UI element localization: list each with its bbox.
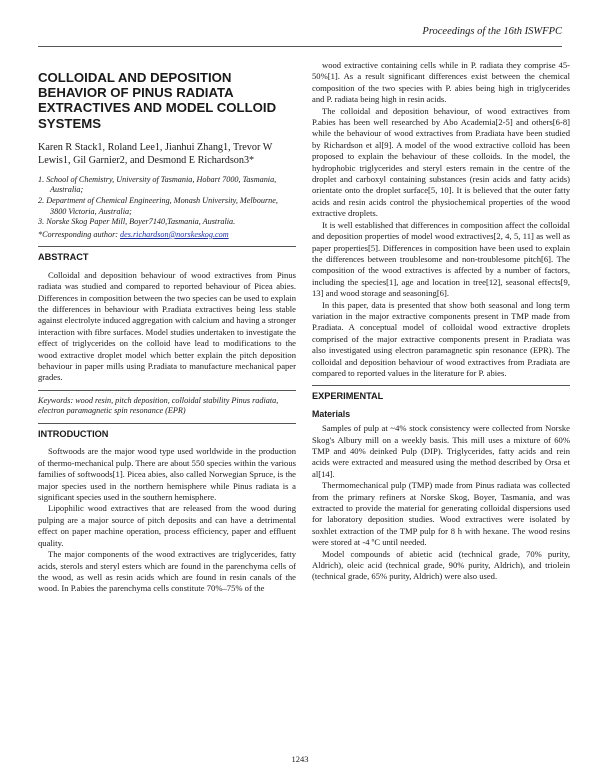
materials-heading: Materials (312, 408, 351, 419)
affiliation-item: 1. School of Chemistry, University of Tasmania, Hobart 7000, Tasmania, Australia; (38, 174, 277, 195)
materials-paragraph: Model compounds of abietic acid (technical grade, 70% purity, Aldrich), oleic acid (technical grade, 90% purity, Aldrich), and triolein (technical grade, 65% purity, Aldrich) were also used. (312, 548, 570, 582)
body-paragraph: The colloidal and deposition behaviour, of wood extractives from P.abies has been well researched by Abo Academia[2-5] and others[6-8] while the behaviour of wood extractives from P.radiata have been studied by Richardson et al[9]. A model of the wood extractive colloid has been proposed to explain the behaviour of these colloids. In the model, the hydrophobic triglycerides and steryl esters remain in the centre of the droplet and carboxyl containing substances (resin acids and fatty acids) orientate onto the droplet surface[5, 10]. It is believed that the outer fatty acids and resin acids control the physiochemical properties of the wood extractive droplets. (312, 105, 570, 219)
affiliation-item: 2. Department of Chemical Engineering, Monash University, Melbourne, 3800 Victoria, Australia; (38, 196, 278, 216)
section-rule (312, 385, 570, 386)
page-number: 1243 (291, 754, 309, 764)
header-rule (38, 46, 562, 47)
introduction-paragraph: The major components of the wood extractives are triglycerides, fatty acids, sterols and steryl esters which are found in the parenchyma cells of the wood, as well as resin acids which are found in resin canals of the wood. In P.abies the parenchyma cells constitute 70%–75% of the (38, 549, 296, 594)
body-paragraph: In this paper, data is presented that show both seasonal and long term variation in the major extractive components present in TMP made from P.radiata. A conceptual model of colloidal wood extractive droplets comprised of the major extractive components present in P.radiata was also investigated using electron paramagnetic spin resonance (EPR). The colloidal and deposition behaviour of wood extractives from P.radiata are compared to reported values in the literature for P. abies. (312, 299, 570, 378)
abstract-heading: ABSTRACT (38, 252, 89, 263)
right-column (312, 60, 570, 583)
affiliation-item: 3. Norske Skog Paper Mill, Boyer7140,Tasmania, Australia. (38, 217, 236, 227)
paper-title: COLLOIDAL AND DEPOSITION BEHAVIOR OF PINUS RADIATA EXTRACTIVES AND MODEL COLLOID SYSTEMS (38, 70, 277, 131)
corresponding-label: *Corresponding author: (38, 229, 121, 239)
running-header: Proceedings of the 16th ISWFPC (422, 26, 562, 37)
introduction-paragraph: Lipophilic wood extractives that are released from the wood during pulping are a major source of pitch deposits and can have a detrimental effect on paper machine operation, process efficiency, paper and effluent quality. (38, 503, 296, 548)
materials-paragraph: Thermomechanical pulp (TMP) made from Pinus radiata was collected from the primary refiners at Norske Skog, Boyer, Tasmania, and was extracted to provide the material for generating colloidal dispersions used for laboratory deposition studies. Wood extractives were isolated by soxhlet extraction of the TMP pulp for 8 h with hexane. The wood resins were stored at -4 ºC until needed. (312, 480, 570, 548)
introduction-paragraph: Softwoods are the major wood type used worldwide in the production of thermo-mechanical pulp. There are about 550 species within the various families of softwoods[1]. Picea abies, also called Norwegian Spruce, is the major species used in the northern hemisphere while Pinus radiata is a significant species used in the southern hemisphere. (38, 446, 296, 503)
body-paragraph: wood extractive containing cells while in P. radiata they comprise 45-50%[1]. As a result significant differences exist between the chemical composition of the two species with P. abies being high in triglycerides and P. radiata being high in resin acids. (312, 60, 570, 105)
affiliation-list (38, 175, 296, 228)
keywords: Keywords: wood resin, pitch deposition, colloidal stability Pinus radiata, electron paramagnetic spin resonance (EPR) (38, 395, 279, 416)
corresponding-email-link[interactable]: des.richardson@norskeskog.com (120, 229, 229, 239)
section-rule (38, 423, 296, 424)
abstract-text: Colloidal and deposition behaviour of wood extractives from Pinus radiata was studied and compared to reported behaviour of Picea abies. Differences in composition between the two species can be used to explain the differences in behaviour with P.radiata extractives being less stable against electrolyte induced aggregation with calcium and having a stronger interaction with fibre surfaces. Model studies undertaken to investigate the effect of triglycerides on the colloid have lead to modifications to the wood extractive droplet model which better explain the pitch deposition behaviour in paper mills using P.radiata to manufacture mechanical paper grades. (38, 269, 296, 383)
experimental-heading: EXPERIMENTAL (312, 391, 384, 402)
body-paragraph: It is well established that differences in composition affect the colloidal and deposition properties of model wood extractives[2, 4, 5, 11] as well as paper properties[5]. Differences in composition have been used to explain the differences between troublesome and non-troublesome pitch[6]. The composition of the wood extractives is affected by a number of factors, including the species[1], age and location in tree[12], seasonal effects[9, 13] and wood storage and seasoning[6]. (312, 219, 570, 299)
left-column (38, 60, 296, 595)
section-rule (38, 390, 296, 391)
materials-paragraph: Samples of pulp at ~4% stock consistency were collected from Norske Skog's Albury mill on a weekly basis. This mill uses a mixture of 60% TMP and 40% deinked Pulp (DIP). Triglycerides, fatty acids and rein acids were extracted and measured using the method described by Orsa et al[14]. (312, 423, 570, 479)
section-rule (38, 246, 296, 247)
introduction-heading: INTRODUCTION (38, 429, 109, 440)
corresponding-author (38, 230, 296, 241)
author-list: Karen R Stack1, Roland Lee1, Jianhui Zhang1, Trevor W Lewis1, Gil Garnier2, and Desmond E Richardson3* (38, 141, 273, 166)
